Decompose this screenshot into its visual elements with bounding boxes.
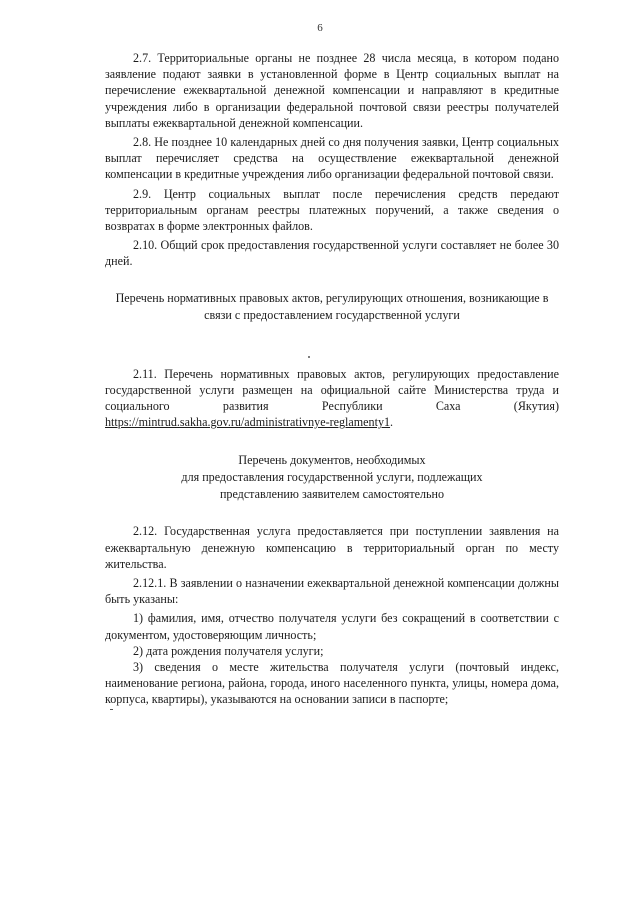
section-heading-documents-line-1: Перечень документов, необходимых bbox=[238, 453, 426, 468]
paragraph-2-11 bbox=[105, 366, 559, 431]
section-heading-documents bbox=[105, 452, 559, 503]
paragraph-2-12-1: 2.12.1. В заявлении о назначении ежеквартальной денежной компенсации должны быть указаны: bbox=[105, 576, 559, 607]
section-heading-documents-line-3: представлению заявителем самостоятельно bbox=[219, 487, 445, 502]
paragraph-2-12: 2.12. Государственная услуга предоставляется при поступлении заявления на ежеквартальную денежную компенсацию в территориальный орган по месту жительства. bbox=[105, 524, 559, 571]
paragraph-2-7: 2.7. Территориальные органы не позднее 28 числа месяца, в котором подано заявление подают заявки в установленной форме в Центр социальных выплат на перечисление ежеквартальной денежной компенсации и направляют в кредитные учреждения либо в организации федеральной почтовой связи реестры получателей выплаты ежеквартальной денежной компенсации. bbox=[105, 51, 559, 130]
ministry-regulations-link[interactable]: https://mintrud.sakha.gov.ru/administrativnye-reglamenty1 bbox=[105, 415, 391, 430]
paragraph-2-11-end: . bbox=[390, 415, 394, 430]
paragraph-2-9: 2.9. Центр социальных выплат после перечисления средств передают территориальным органам реестры платежных поручений, а также сведения о возвратах в форме электронных файлов. bbox=[105, 186, 559, 234]
paragraph-2-10: 2.10. Общий срок предоставления государственной услуги составляет не более 30 дней. bbox=[105, 238, 559, 269]
paragraph-2-11-text: 2.11. Перечень нормативных правовых актов, регулирующих предоставление государственной услуги размещен на официальной сайте Министерства труда и социального развития Республики Саха (Якутия) bbox=[105, 366, 559, 414]
list-item-3: 3) сведения о месте жительства получателя услуги (почтовый индекс, наименование региона, района, города, иного населенного пункта, улицы, номера дома, корпуса, квартиры), указываются на основании записи в паспорте; bbox=[105, 660, 559, 707]
list-item-2: 2) дата рождения получателя услуги; bbox=[133, 643, 324, 658]
section-heading-legal-acts: Перечень нормативных правовых актов, регулирующих отношения, возникающие в связи с предоставлением государственной услуги bbox=[115, 290, 549, 322]
document-body bbox=[105, 50, 559, 708]
list-item-1: 1) фамилия, имя, отчество получателя услуги без сокращений в соответствии с документом, удостоверяющим личность; bbox=[105, 611, 559, 642]
scan-dot-mark bbox=[308, 356, 310, 358]
page-number: 6 bbox=[317, 22, 323, 34]
paragraph-2-8: 2.8. Не позднее 10 календарных дней со дня получения заявки, Центр социальных выплат перечисляет средства на осуществление ежеквартальной денежной компенсации в кредитные учреждения либо организации федеральной почтовой связи. bbox=[105, 135, 559, 182]
scan-dash-mark bbox=[110, 709, 113, 710]
section-heading-documents-line-2: для предоставления государственной услуги, подлежащих bbox=[181, 470, 483, 485]
